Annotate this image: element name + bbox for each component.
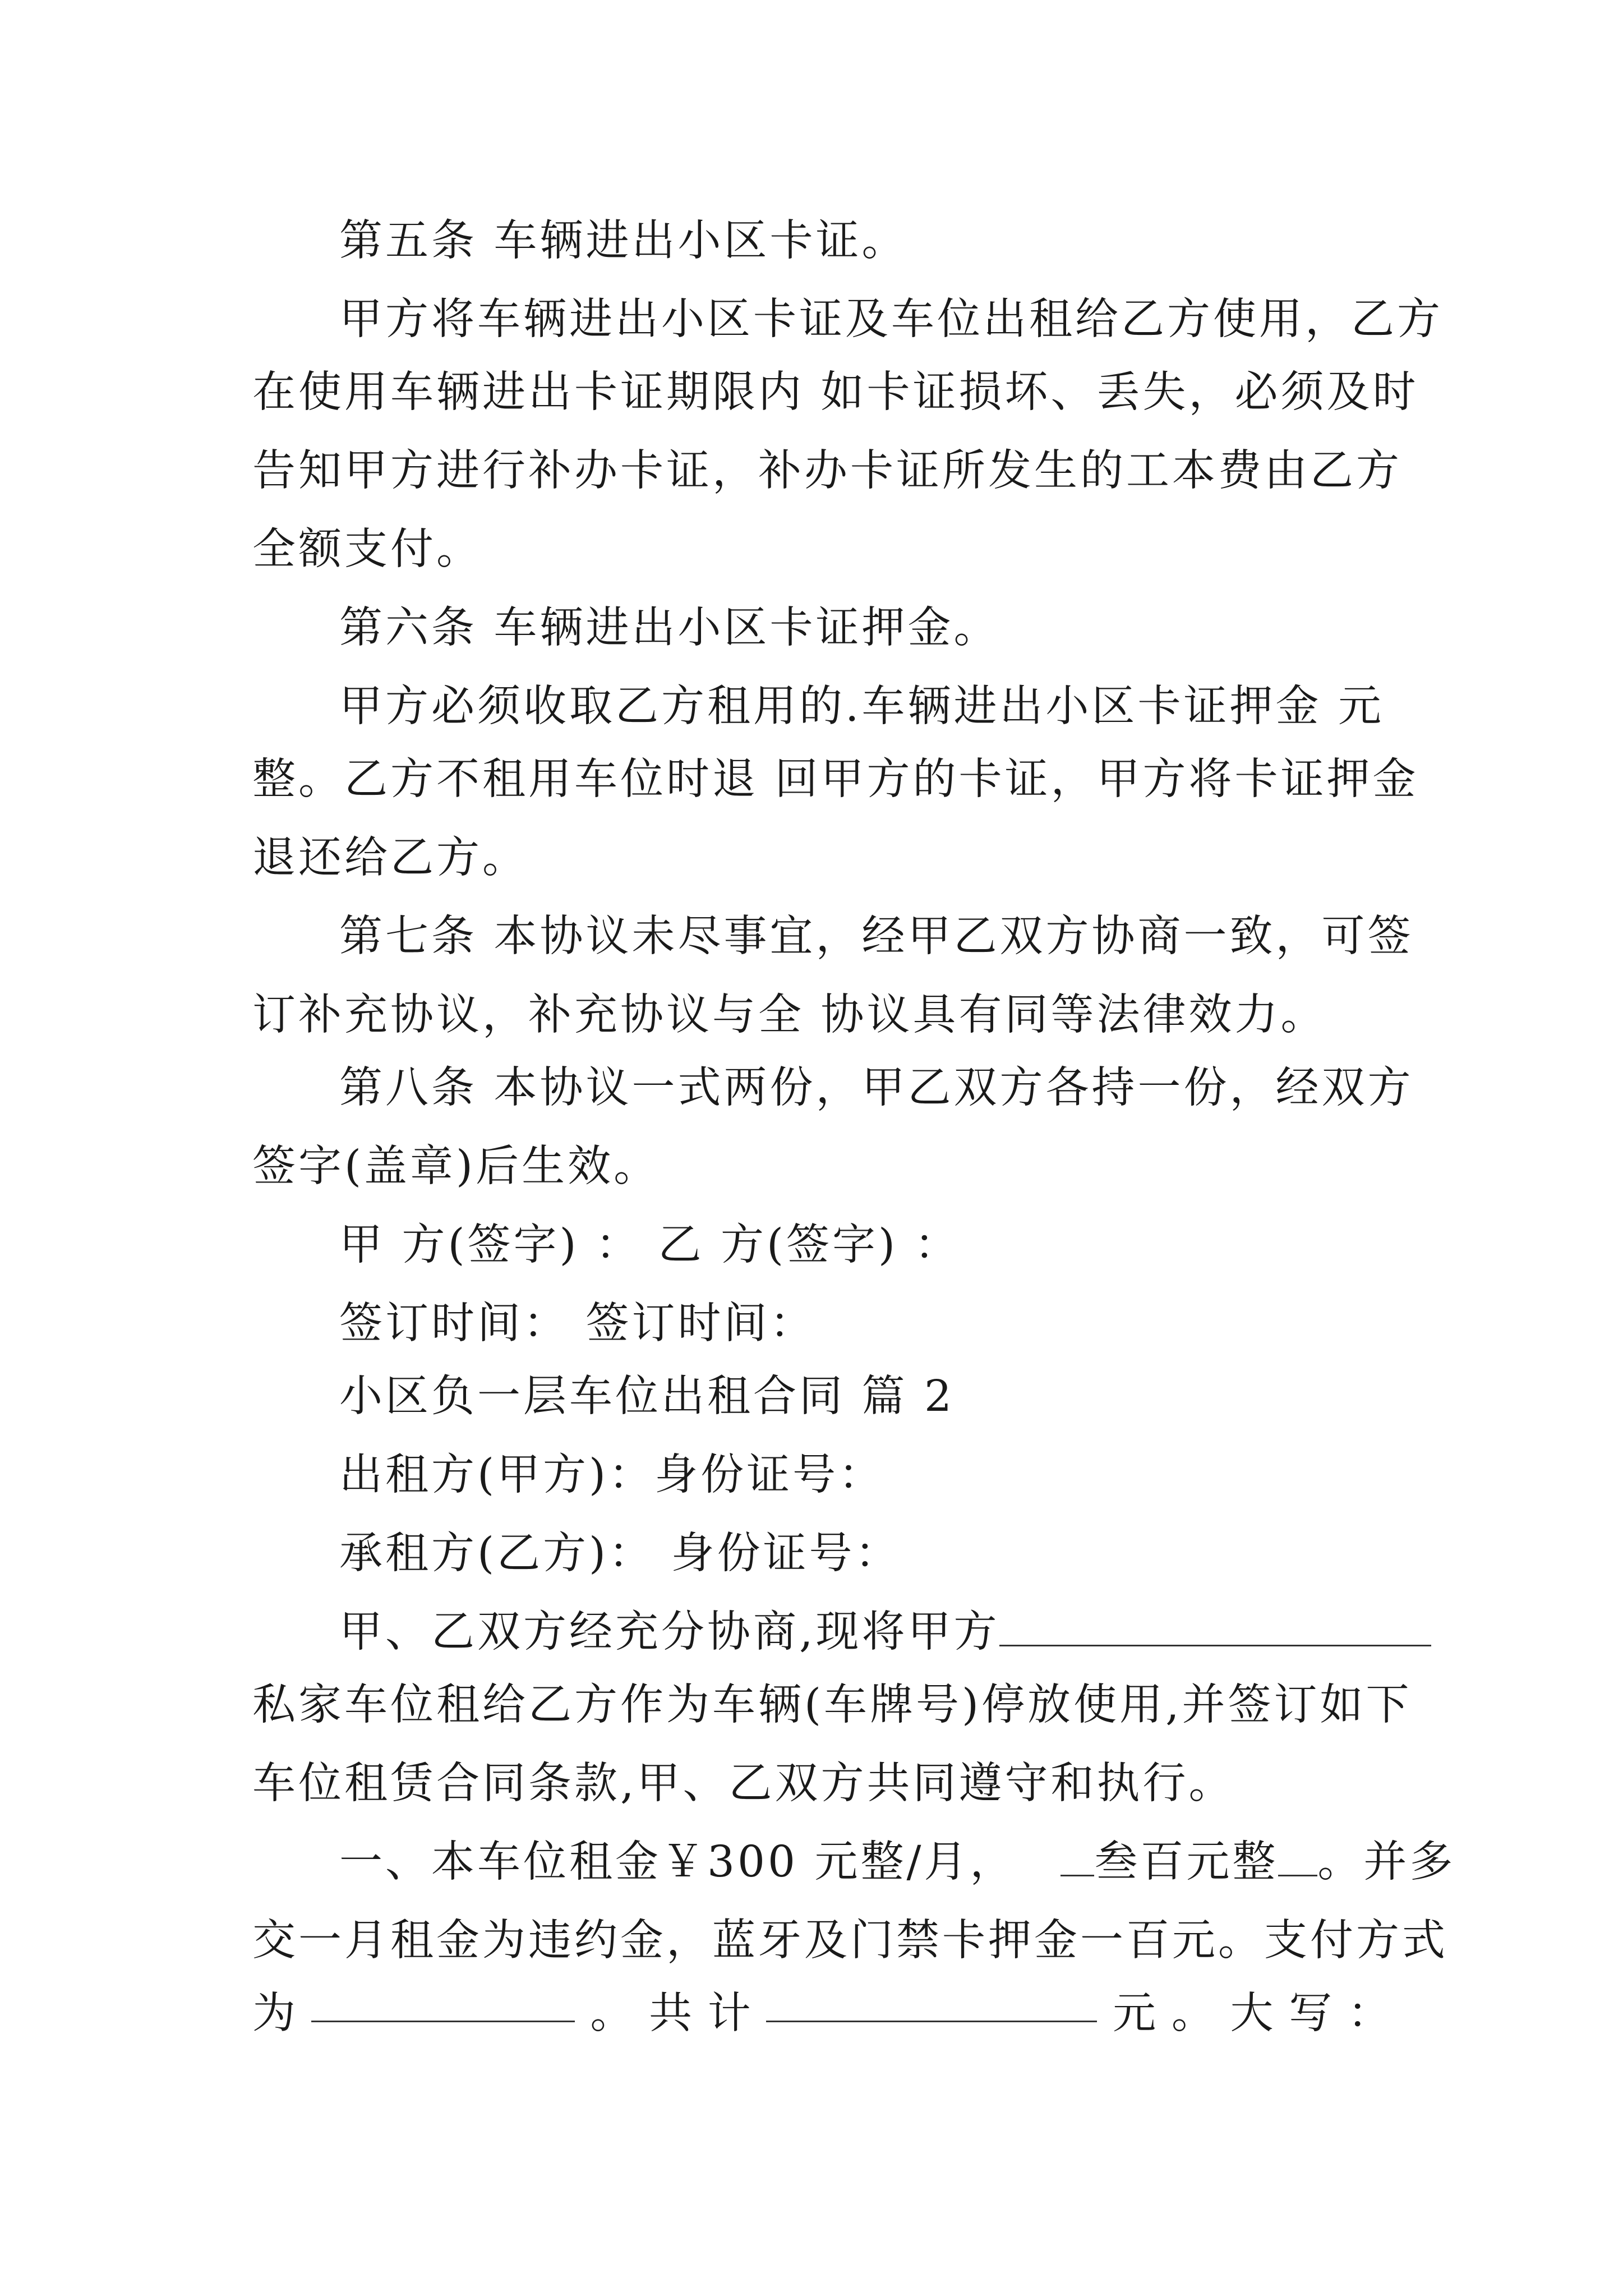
paragraph-line: 私家车位租给乙方作为车辆(车牌号)停放使用,并签订如下 [252,1680,1412,1730]
paragraph-line: 甲方必须收取乙方租用的.车辆进出小区卡证押金 元 [339,682,1384,731]
rent-clause-line [339,1834,1455,1890]
article-7-line: 第七条 本协议未尽事宜，经甲乙双方协商一致，可签 [339,912,1414,961]
paragraph-line: 告知甲方进行补办卡证，补办卡证所发生的工本费由乙方 [252,446,1402,496]
fill-in-blank [1061,1840,1094,1876]
paragraph-line: 交一月租金为违约金，蓝牙及门禁卡押金一百元。支付方式 [252,1916,1448,1966]
text-segment: 。 [590,1989,634,2039]
text-segment: 元 [1113,1989,1156,2039]
fill-in-blank [1278,1840,1317,1876]
fill-in-blank [999,1610,1431,1646]
paragraph-line: 退还给乙方。 [252,833,528,883]
lessee-line: 承租方(乙方)： 身份证号： [339,1529,901,1579]
paragraph-line: 在使用车辆进出卡证期限内 如卡证损坏、丢失，必须及时 [252,367,1419,417]
text-segment: 甲、乙双方经充分协商,现将甲方 [339,1607,1000,1657]
fill-in-blank [311,1986,575,2022]
article-6-heading: 第六条 车辆进出小区卡证押金。 [339,603,1000,653]
paragraph-line: 全额支付。 [252,524,482,574]
text-segment: 写 [1289,1989,1332,2039]
fill-in-blank [766,1986,1097,2022]
text-segment: ： [1347,1989,1391,2039]
paragraph-line [339,1604,1431,1660]
paragraph-line: 整。乙方不租用车位时退 回甲方的卡证，甲方将卡证押金 [252,754,1419,804]
lessor-line: 出租方(甲方)：身份证号： [339,1450,885,1500]
paragraph-line: 车位租赁合同条款,甲、乙双方共同遵守和执行。 [252,1759,1235,1809]
section-title: 小区负一层车位出租合同 篇 2 [339,1372,955,1421]
text-segment: 计 [707,1989,751,2039]
text-segment: 一、本车位租金￥300 元整/月， [339,1837,1016,1887]
text-segment: 为 [252,1989,296,2039]
text-segment: 大 [1230,1989,1274,2039]
signing-date-line: 签订时间： 签订时间： [339,1299,816,1349]
text-segment: 。 [1171,1989,1215,2039]
signature-line: 甲 方(签字) ： 乙 方(签字) ： [339,1220,961,1270]
rent-amount-words: 叁百元整 [1094,1837,1279,1887]
text-segment: 共 [649,1989,693,2039]
article-5-heading: 第五条 车辆进出小区卡证。 [339,216,908,266]
paragraph-line: 订补充协议，补充协议与全 协议具有同等法律效力。 [252,990,1327,1040]
text-segment: 。并多 [1317,1837,1456,1887]
article-8-line: 第八条 本协议一式两份，甲乙双方各持一份，经双方 [339,1063,1414,1113]
paragraph-line: 甲方将车辆进出小区卡证及车位出租给乙方使用，乙方 [339,295,1443,344]
payment-line [252,1986,1391,2042]
paragraph-line: 签字(盖章)后生效。 [252,1142,660,1191]
